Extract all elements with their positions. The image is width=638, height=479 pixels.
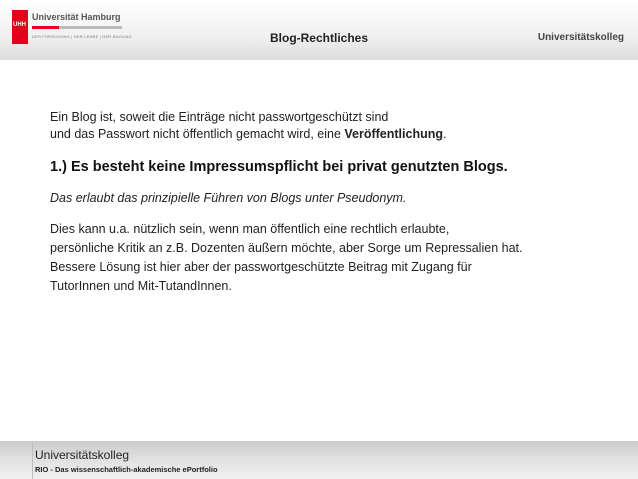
slide-header [0, 0, 638, 60]
brand-logo-text: Universitätskolleg [537, 32, 624, 43]
body-paragraph [50, 220, 620, 296]
slide-footer [0, 441, 638, 479]
uhh-logo-mark-text: UHH [13, 22, 26, 28]
uhh-logo-tagline: DER FORSCHUNG | DER LEHRE | DER BILDUNG [32, 34, 132, 39]
university-hamburg-logo [12, 8, 132, 52]
footer-title: Universitätskolleg [35, 448, 130, 462]
slide-title: Blog-Rechtliches [269, 31, 368, 45]
lead-line-2-prefix: und das Passwort nicht öffentlich gemacht wird, eine [50, 127, 345, 141]
lead-line-1: Ein Blog ist, soweit die Einträge nicht passwortgeschützt sind [50, 110, 389, 124]
slide-content [50, 109, 620, 296]
body-line-3: Bessere Lösung ist hier aber der passwortgeschützte Beitrag mit Zugang für [50, 260, 472, 274]
footer-divider [32, 441, 33, 479]
uhh-logo-name: Universität Hamburg [32, 12, 121, 22]
lead-paragraph [50, 109, 620, 143]
body-line-1: Dies kann u.a. nützlich sein, wenn man öffentlich eine rechtlich erlaubte, [50, 222, 450, 236]
headline: 1.) Es besteht keine Impressumspflicht bei privat genutzten Blogs. [50, 159, 508, 175]
italic-note: Das erlaubt das prinzipielle Führen von Blogs unter Pseudonym. [50, 191, 407, 205]
body-line-4: TutorInnen und Mit-TutandInnen. [50, 279, 232, 293]
uhh-logo-bar [32, 26, 122, 29]
footer-subtitle: RIO - Das wissenschaftlich-akademische ePortfolio [35, 465, 218, 474]
lead-line-2-suffix: . [443, 127, 447, 141]
lead-line-2-bold: Veröffentlichung [344, 127, 443, 141]
body-line-2: persönliche Kritik an z.B. Dozenten äußern möchte, aber Sorge um Repressalien hat. [50, 241, 523, 255]
